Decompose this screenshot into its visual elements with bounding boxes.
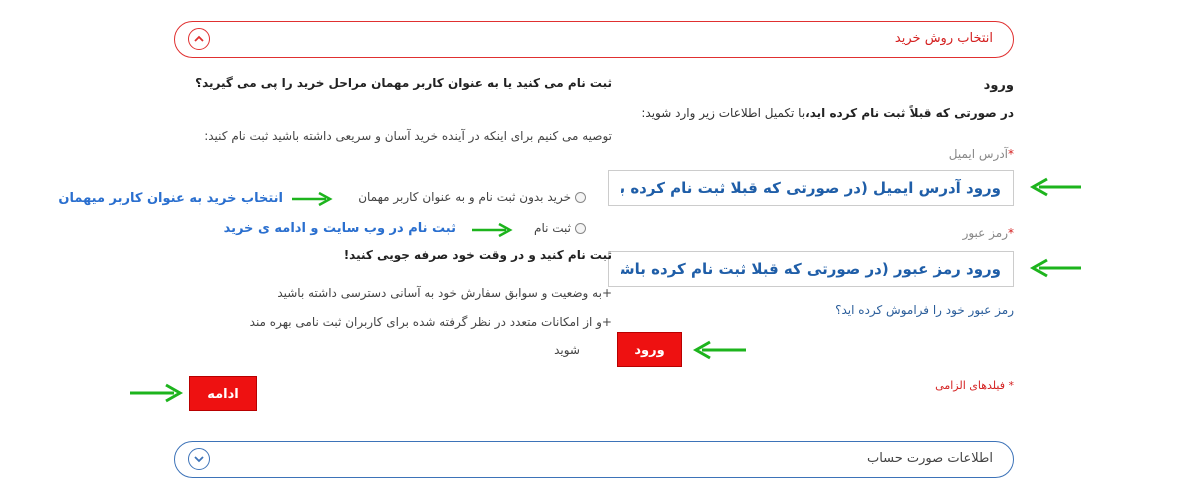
guest-option[interactable]: [358, 190, 586, 204]
guest-option-label: خرید بدون ثبت نام و به عنوان کاربر مهمان: [358, 190, 571, 204]
register-radio[interactable]: [575, 223, 586, 234]
purchase-method-section-header[interactable]: [174, 21, 1014, 58]
guest-radio[interactable]: [575, 192, 586, 203]
arrow-left-icon: [692, 339, 748, 361]
register-annotation: ثبت نام در وب سایت و ادامه ی خرید: [223, 221, 456, 236]
login-intro: [594, 106, 1014, 120]
benefit-2a: +و از امکانات متعدد در نظر گرفته شده برای کاربران ثبت نامی بهره مند: [249, 315, 612, 329]
required-mark: *: [1008, 147, 1014, 161]
arrow-right-icon: [128, 382, 184, 404]
save-time-heading: ثبت نام کنید و در وقت خود صرفه جویی کنید!: [343, 248, 612, 262]
arrow-left-icon: [1029, 257, 1083, 279]
billing-title: اطلاعات صورت حساب: [866, 451, 993, 466]
login-button[interactable]: ورود: [617, 332, 682, 367]
arrow-right-icon: [290, 190, 334, 208]
password-label-text: رمز عبور: [962, 226, 1008, 240]
login-heading: ورود: [983, 78, 1014, 93]
arrow-left-icon: [1029, 176, 1083, 198]
arrow-right-icon: [470, 221, 514, 239]
purchase-method-title: انتخاب روش خرید: [894, 31, 993, 46]
chevron-down-icon[interactable]: [188, 448, 210, 470]
continue-button[interactable]: ادامه: [189, 376, 257, 411]
login-intro-bold: در صورتی که قبلاً ثبت نام کرده اید،: [805, 106, 1014, 120]
register-option[interactable]: [534, 221, 586, 235]
forgot-password-link[interactable]: رمز عبور خود را فراموش کرده اید؟: [835, 303, 1014, 317]
email-label: [949, 147, 1014, 161]
email-input[interactable]: [608, 170, 1014, 206]
benefit-2b: شوید: [554, 343, 580, 357]
billing-section-header[interactable]: [174, 441, 1014, 478]
required-fields-note: * فیلدهای الزامی: [935, 379, 1014, 392]
login-intro-rest: با تکمیل اطلاعات زیر وارد شوید:: [641, 106, 806, 120]
password-input[interactable]: [608, 251, 1014, 287]
email-label-text: آدرس ایمیل: [948, 147, 1008, 161]
required-mark: *: [1008, 226, 1014, 240]
chevron-up-icon[interactable]: [188, 28, 210, 50]
register-description: توصیه می کنیم برای اینکه در آینده خرید آسان و سریعی داشته باشید ثبت نام کنید:: [204, 129, 612, 143]
guest-annotation: انتخاب خرید به عنوان کاربر میهمان: [58, 191, 283, 206]
benefit-1: +به وضعیت و سوابق سفارش خود به آسانی دسترسی داشته باشید: [277, 286, 612, 300]
password-label: [963, 226, 1014, 240]
register-question: ثبت نام می کنید یا به عنوان کاربر مهمان مراحل خرید را پی می گیرید؟: [195, 76, 612, 90]
register-option-label: ثبت نام: [534, 221, 571, 235]
